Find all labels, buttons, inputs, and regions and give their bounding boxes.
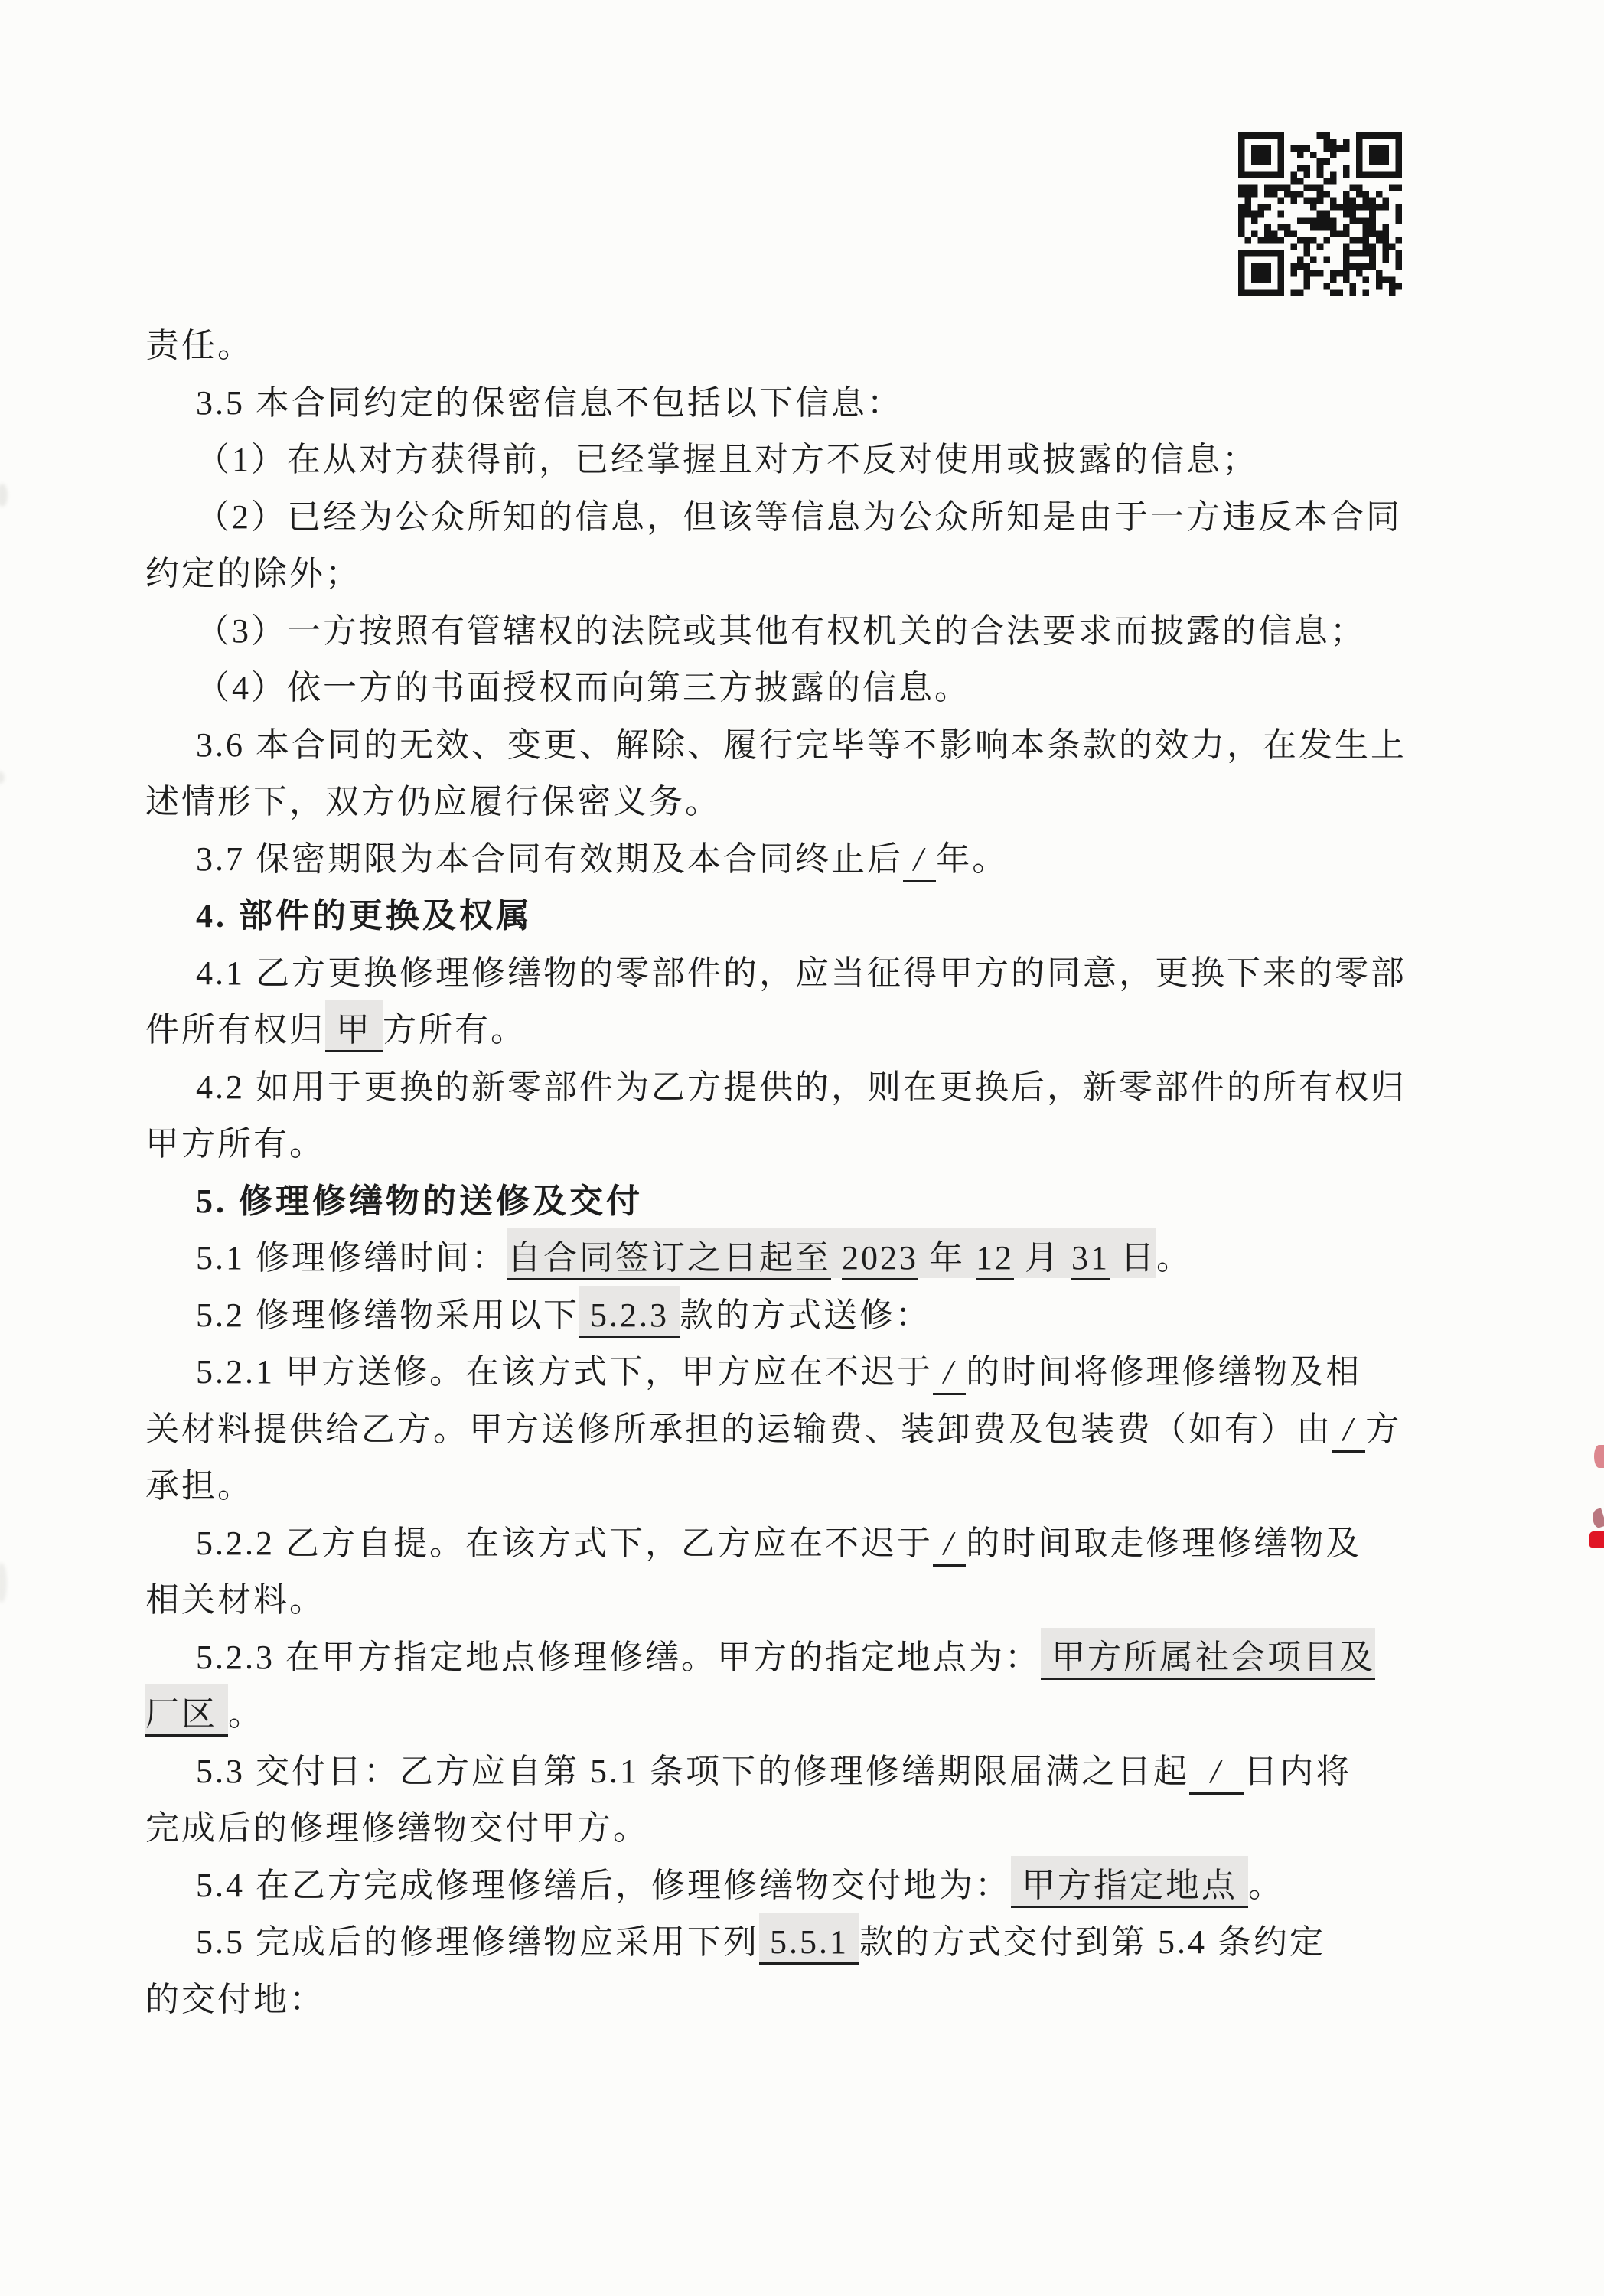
scan-smudge — [0, 1563, 7, 1603]
blank-slash: / — [933, 1353, 966, 1395]
text-line — [145, 432, 1515, 489]
fill-in-value: 月 — [1014, 1228, 1071, 1278]
fill-in-value: 2023 — [842, 1228, 918, 1280]
text-line — [145, 1287, 1515, 1345]
text-run: 3.5 本合同约定的保密信息不包括以下信息： — [196, 383, 903, 422]
text-run: 日内将 — [1244, 1752, 1352, 1790]
fill-in-value: 5.5.1 — [759, 1913, 859, 1965]
text-run: 3.6 本合同的无效、变更、解除、履行完毕等不影响本条款的效力，在发生上 — [196, 726, 1407, 764]
text-line — [145, 1914, 1515, 1971]
text-line — [145, 375, 1515, 432]
red-stamp-fragment-top — [1594, 1445, 1604, 1468]
text-run: 5.3 交付日：乙方应自第 5.1 条项下的修理修缮期限届满之日起 — [196, 1752, 1189, 1790]
fill-in-value — [831, 1228, 842, 1278]
text-line — [145, 489, 1515, 546]
text-line — [145, 1857, 1515, 1915]
text-line — [145, 1629, 1515, 1687]
fill-in-value: 日 — [1110, 1228, 1156, 1278]
text-run: 5.2.1 甲方送修。在该方式下，甲方应在不迟于 — [196, 1353, 933, 1391]
text-run: 的时间取走修理修缮物及 — [966, 1524, 1362, 1562]
fill-in-value: 12 — [976, 1228, 1014, 1280]
text-run: 4.1 乙方更换修理修缮物的零部件的，应当征得甲方的同意，更换下来的零部 — [196, 954, 1407, 992]
fill-in-value: 甲方所属社会项目及 — [1041, 1628, 1375, 1680]
text-line — [145, 1230, 1515, 1287]
text-line — [145, 1059, 1515, 1117]
text-run: 5.5 完成后的修理修缮物应采用下列 — [196, 1923, 759, 1961]
scan-smudge — [0, 771, 5, 784]
text-line — [145, 318, 1515, 375]
text-line — [145, 546, 1515, 603]
text-line — [145, 1458, 1515, 1515]
text-run: 责任。 — [145, 327, 253, 364]
blank-slash: / — [1332, 1411, 1365, 1453]
text-line — [145, 1686, 1515, 1743]
fill-in-value: 自合同签订之日起至 — [507, 1228, 831, 1280]
text-line — [145, 1743, 1515, 1801]
section-heading — [145, 1173, 1515, 1231]
text-line — [145, 1116, 1515, 1173]
text-run: 。 — [228, 1695, 264, 1733]
text-run: 方 — [1365, 1410, 1402, 1448]
text-run: 5.2 修理修缮物采用以下 — [196, 1296, 579, 1334]
text-run: （2）已经为公众所知的信息，但该等信息为公众所知是由于一方违反本合同 — [196, 497, 1402, 536]
fill-in-value: 甲 — [325, 1000, 383, 1052]
text-run: 5.4 在乙方完成修理修缮后，修理修缮物交付地为： — [196, 1866, 1011, 1904]
blank-slash: / — [933, 1525, 966, 1567]
text-run: 关材料提供给乙方。甲方送修所承担的运输费、装卸费及包装费（如有）由 — [145, 1410, 1332, 1448]
text-line — [145, 603, 1515, 660]
fill-in-value: 甲方指定地点 — [1011, 1856, 1248, 1908]
text-run: 的时间将修理修缮物及相 — [966, 1353, 1362, 1391]
red-stamp-fragment-bottom — [1589, 1531, 1604, 1548]
text-line — [145, 1572, 1515, 1629]
text-run: 承担。 — [145, 1467, 253, 1505]
text-run: 。 — [1156, 1239, 1192, 1277]
text-line — [145, 831, 1515, 889]
text-line — [145, 1515, 1515, 1573]
text-line — [145, 717, 1515, 775]
text-run: 甲方所有。 — [145, 1125, 325, 1163]
text-run: 款的方式送修： — [680, 1296, 931, 1334]
text-line — [145, 1344, 1515, 1401]
text-run: 4. 部件的更换及权属 — [196, 897, 533, 934]
text-run: 约定的除外； — [145, 555, 361, 592]
section-heading — [145, 888, 1515, 945]
text-run: （1）在从对方获得前，已经掌握且对方不反对使用或披露的信息； — [196, 441, 1258, 478]
text-run: 述情形下，双方仍应履行保密义务。 — [145, 783, 721, 820]
scan-smudge — [0, 484, 8, 507]
blank-slash: / — [1189, 1753, 1244, 1795]
text-run: 的交付地： — [145, 1980, 325, 2018]
qr-code-icon — [1238, 129, 1402, 300]
text-line — [145, 1800, 1515, 1857]
blank-slash: / — [903, 840, 936, 882]
fill-in-value: 31 — [1071, 1228, 1110, 1280]
text-line — [145, 945, 1515, 1003]
fill-in-value: 厂区 — [145, 1684, 228, 1737]
text-run: 5. 修理修缮物的送修及交付 — [196, 1182, 643, 1220]
text-run: 年。 — [936, 840, 1009, 878]
text-run: 件所有权归 — [145, 1011, 325, 1049]
text-line — [145, 1971, 1515, 2029]
text-run: 5.1 修理修缮时间： — [196, 1239, 507, 1277]
fill-in-value: 5.2.3 — [579, 1286, 680, 1338]
text-run: 3.7 保密期限为本合同有效期及本合同终止后 — [196, 840, 903, 878]
text-run: （4）依一方的书面授权而向第三方披露的信息。 — [196, 669, 970, 706]
text-run: 款的方式交付到第 5.4 条约定 — [859, 1923, 1325, 1961]
text-run: 5.2.3 在甲方指定地点修理修缮。甲方的指定地点为： — [196, 1638, 1041, 1676]
text-line — [145, 774, 1515, 831]
text-line — [145, 660, 1515, 717]
text-run: 完成后的修理修缮物交付甲方。 — [145, 1809, 649, 1847]
red-stamp-fragment-middle — [1590, 1508, 1604, 1528]
text-run: 相关材料。 — [145, 1581, 325, 1619]
text-run: 4.2 如用于更换的新零部件为乙方提供的，则在更换后，新零部件的所有权归 — [196, 1068, 1407, 1106]
text-line — [145, 1401, 1515, 1459]
text-run: 5.2.2 乙方自提。在该方式下，乙方应在不迟于 — [196, 1524, 933, 1562]
fill-in-value: 年 — [918, 1228, 976, 1278]
text-line — [145, 1002, 1515, 1059]
contract-text — [145, 318, 1515, 2028]
text-run: 方所有。 — [383, 1011, 527, 1049]
text-run: 。 — [1248, 1866, 1284, 1904]
text-run: （3）一方按照有管辖权的法院或其他有权机关的合法要求而披露的信息； — [196, 612, 1366, 650]
